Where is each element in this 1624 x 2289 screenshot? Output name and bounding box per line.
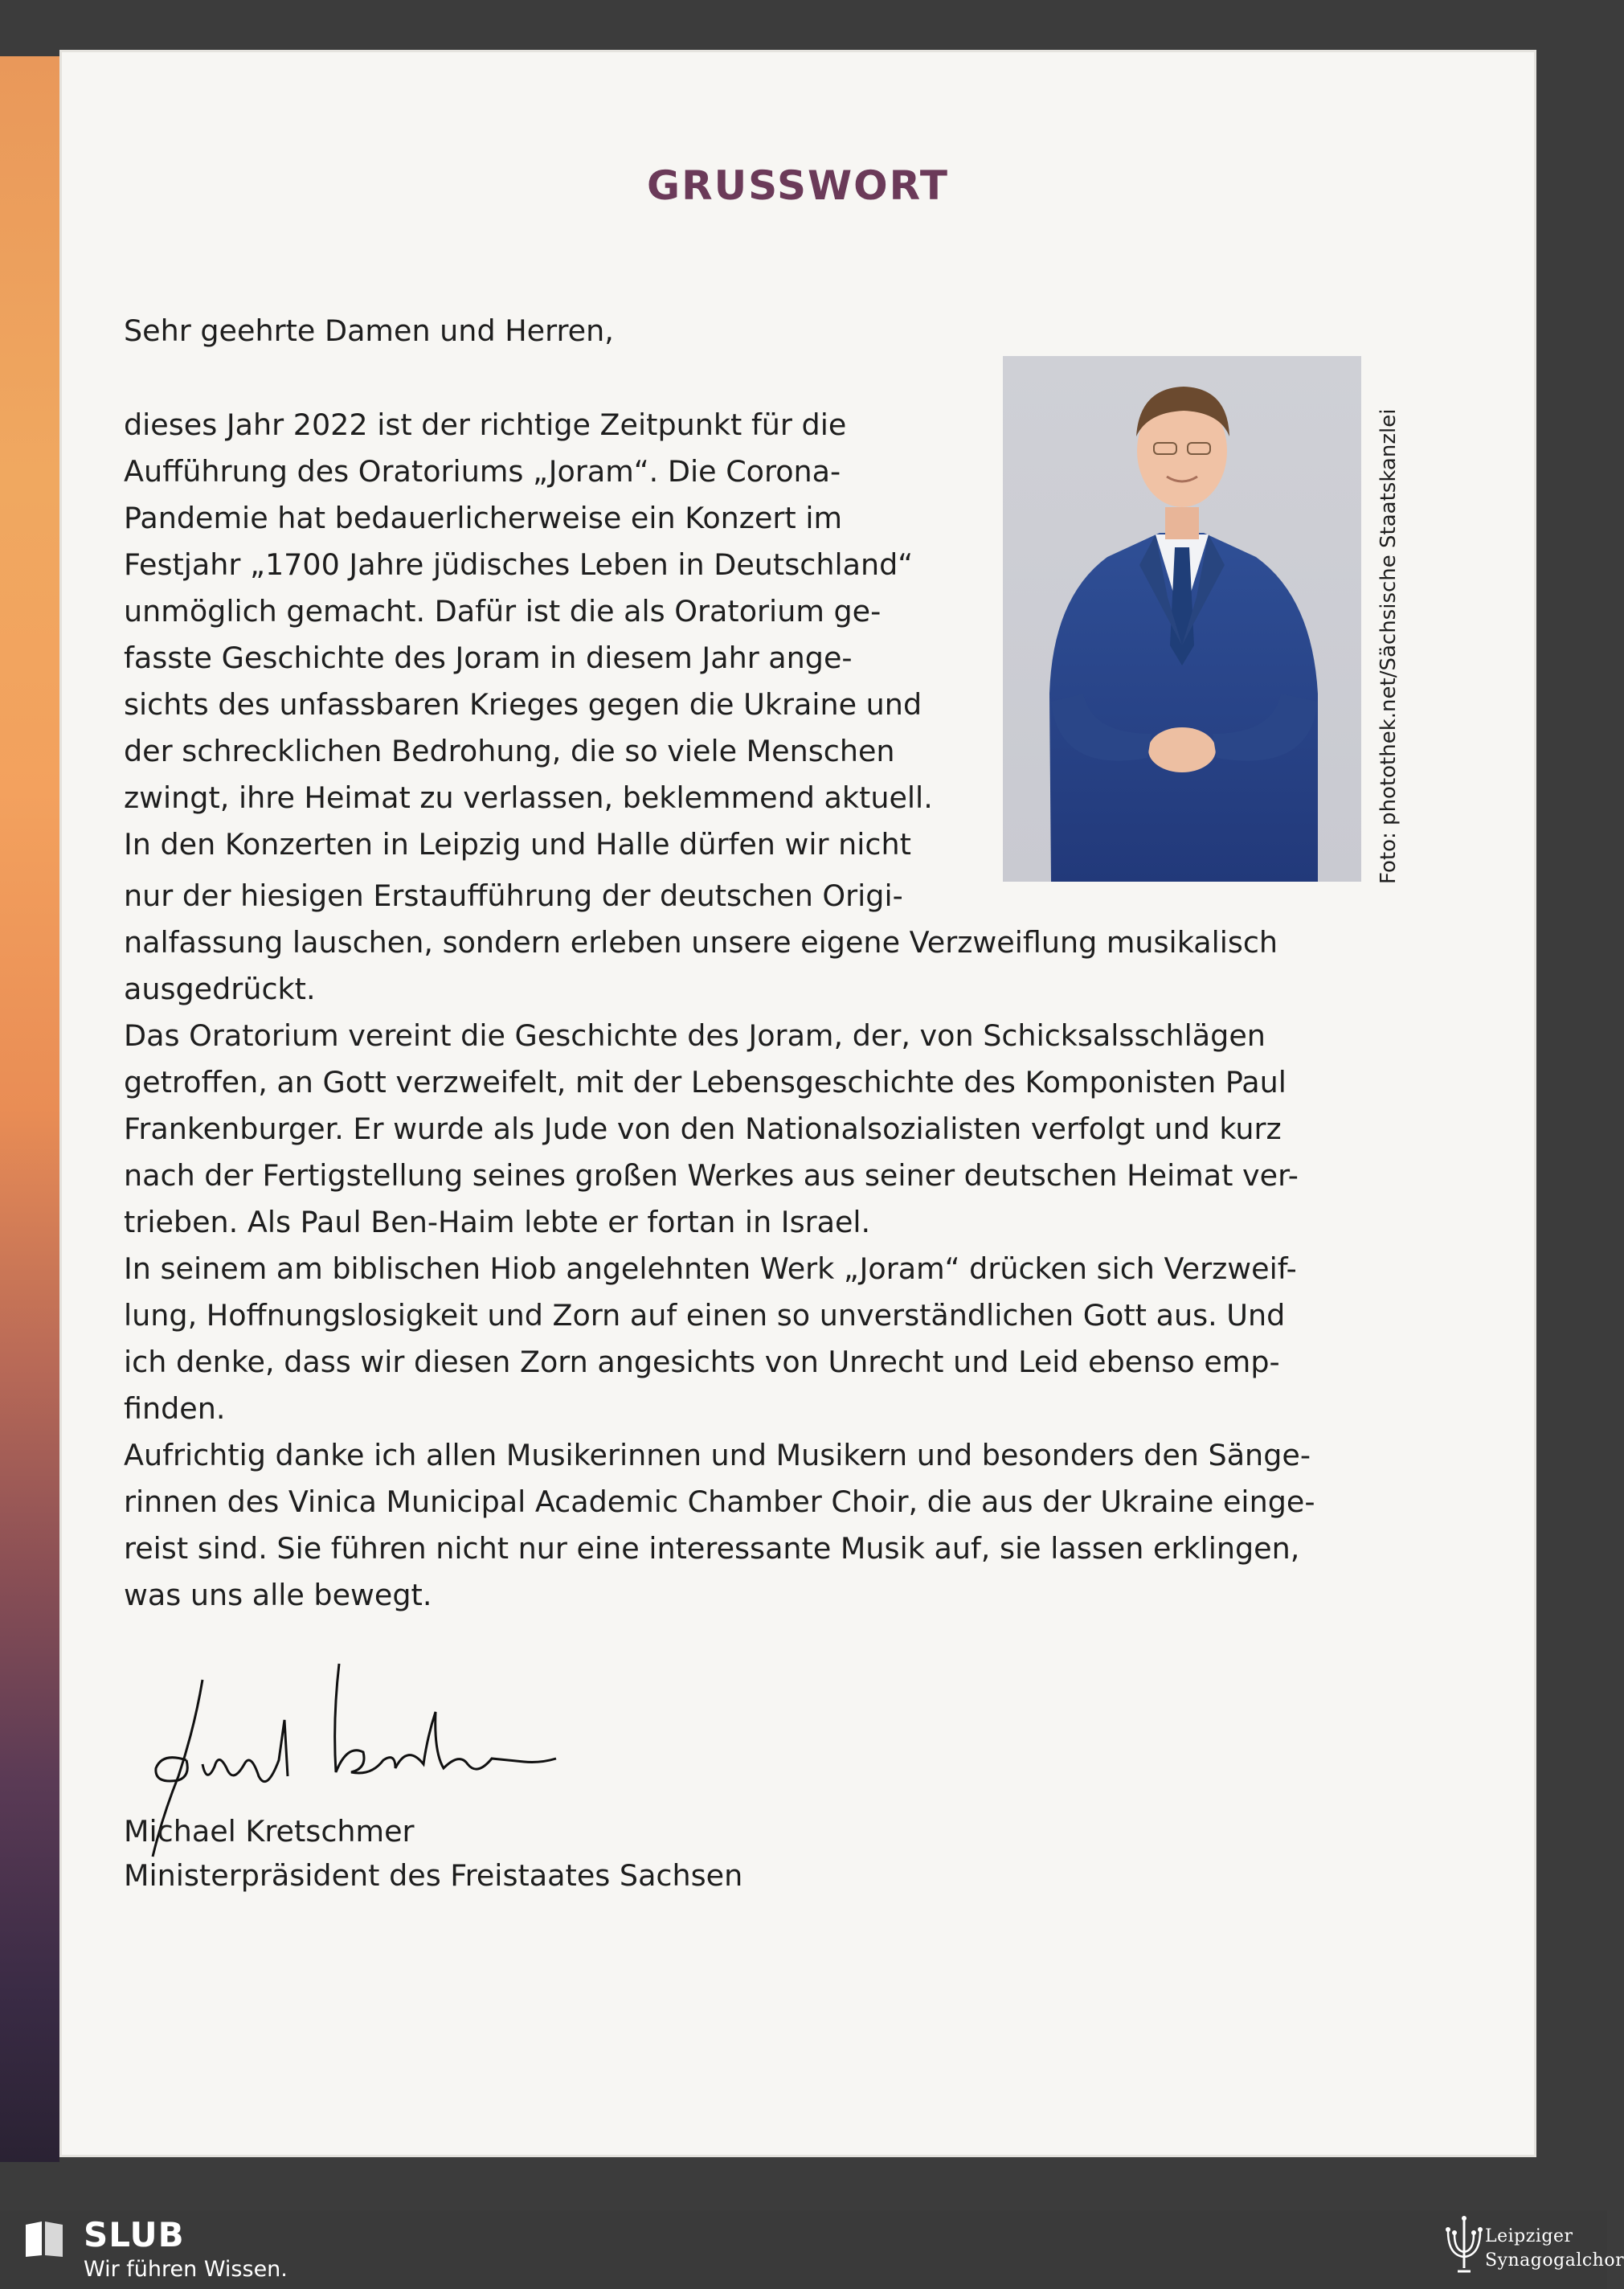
library-tagline: Wir führen Wissen. — [84, 2257, 288, 2282]
text-line: zwingt, ihre Heimat zu verlassen, beklemmend aktuell. — [124, 780, 933, 815]
text-line: reist sind. Sie führen nicht nur eine interessante Musik auf, sie lassen erklingen, — [124, 1531, 1300, 1566]
text-line: nalfassung lauschen, sondern erleben unsere eigene Verzweiflung musikalisch — [124, 925, 1278, 960]
text-line: der schrecklichen Bedrohung, die so viele Menschen — [124, 734, 895, 768]
text-line: trieben. Als Paul Ben-Haim lebte er fortan in Israel. — [124, 1205, 871, 1239]
text-line: Aufführung des Oratoriums „Joram“. Die Corona- — [124, 454, 841, 489]
text-line: was uns alle bewegt. — [124, 1578, 432, 1612]
signatory-name: Michael Kretschmer — [124, 1814, 415, 1849]
text-line: Pandemie hat bedauerlicherweise ein Konzert im — [124, 501, 843, 535]
text-line: Das Oratorium vereint die Geschichte des Joram, der, von Schicksalsschlägen — [124, 1018, 1266, 1053]
text-line: fasste Geschichte des Joram in diesem Jahr ange- — [124, 641, 853, 675]
text-line: Aufrichtig danke ich allen Musikerinnen und Musikern und besonders den Sänge- — [124, 1438, 1311, 1472]
text-line: Frankenburger. Er wurde als Jude von den Nationalsozialisten verfolgt und kurz — [124, 1112, 1282, 1146]
text-line: In den Konzerten in Leipzig und Halle dürfen wir nicht — [124, 827, 911, 862]
text-line: In seinem am biblischen Hiob angelehnten Werk „Joram“ drücken sich Verzweif- — [124, 1251, 1297, 1286]
body-text-beside-photo — [124, 402, 1016, 868]
text-line: ausgedrückt. — [124, 972, 316, 1006]
menorah-logo-icon — [1440, 2212, 1488, 2279]
partner-line-2: Synagogalchor — [1485, 2250, 1624, 2271]
body-text-full-width — [124, 873, 1426, 1619]
library-name: SLUB — [84, 2215, 185, 2254]
partner-logo-text — [1485, 2225, 1624, 2273]
text-line: ich denke, dass wir diesen Zorn angesichts von Unrecht und Leid ebenso emp- — [124, 1345, 1280, 1379]
partner-line-1: Leipziger — [1485, 2226, 1573, 2246]
text-line: lung, Hoffnungslosigkeit und Zorn auf einen so unverständlichen Gott aus. Und — [124, 1298, 1286, 1333]
text-line: dieses Jahr 2022 ist der richtige Zeitpunkt für die — [124, 407, 847, 442]
book-icon — [22, 2218, 66, 2258]
adjacent-page-edge — [0, 56, 59, 2162]
portrait-illustration — [1003, 356, 1361, 882]
page-title: GRUSSWORT — [647, 162, 949, 209]
text-line: nach der Fertigstellung seines großen Werkes aus seiner deutschen Heimat ver- — [124, 1158, 1299, 1193]
salutation: Sehr geehrte Damen und Herren, — [124, 313, 614, 348]
text-line: finden. — [124, 1391, 226, 1426]
text-line: Festjahr „1700 Jahre jüdisches Leben in Deutschland“ — [124, 547, 914, 582]
text-line: unmöglich gemacht. Dafür ist die als Oratorium ge- — [124, 594, 882, 629]
text-line: sichts des unfassbaren Krieges gegen die Ukraine und — [124, 687, 922, 722]
portrait-photo — [1003, 356, 1361, 882]
text-line: nur der hiesigen Erstaufführung der deutschen Origi- — [124, 878, 903, 913]
signatory-role: Ministerpräsident des Freistaates Sachsen — [124, 1858, 743, 1893]
text-line: getroffen, an Gott verzweifelt, mit der Lebensgeschichte des Komponisten Paul — [124, 1065, 1287, 1099]
text-line: rinnen des Vinica Municipal Academic Chamber Choir, die aus der Ukraine einge- — [124, 1484, 1315, 1519]
